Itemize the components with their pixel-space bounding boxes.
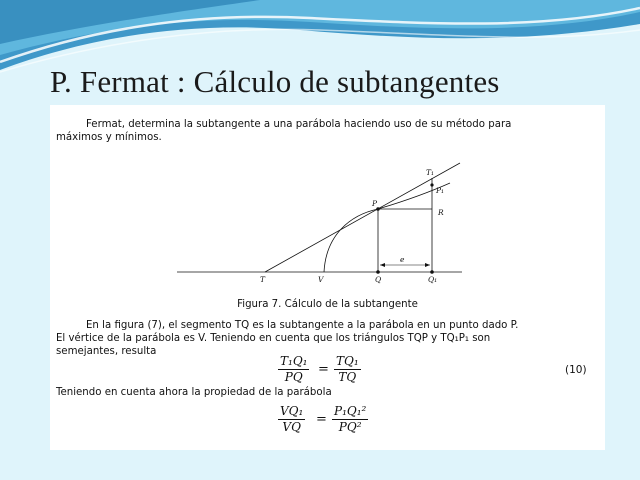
label-q: Q	[375, 275, 382, 284]
eq11-lhs-numerator: VQ₁	[280, 404, 304, 418]
eq11-rhs-numerator: P₁Q₁²	[334, 404, 367, 418]
document-image	[50, 105, 605, 450]
intro-line-2: máximos y mínimos.	[56, 132, 162, 143]
label-t1: T₁	[426, 168, 435, 177]
tangent-line	[265, 163, 460, 272]
slide-title: P. Fermat : Cálculo de subtangentes	[50, 64, 500, 99]
equation-10	[50, 355, 605, 387]
point-p1	[430, 183, 433, 186]
para2-line-3: semejantes, resulta	[56, 346, 157, 357]
paragraph-3	[56, 386, 594, 399]
figure-caption: Figura 7. Cálculo de la subtangente	[237, 299, 418, 310]
eq11-lhs-denominator: VQ	[282, 420, 301, 434]
eq10-rhs-numerator: TQ₁	[336, 354, 359, 368]
eq10-lhs-fraction	[278, 355, 309, 384]
eq10-rhs-fraction	[334, 355, 361, 384]
eq10-lhs-denominator: PQ	[284, 370, 303, 384]
eq11-rhs-denominator: PQ²	[338, 420, 362, 434]
label-v: V	[318, 275, 324, 284]
eq10-rhs-denominator: TQ	[338, 370, 357, 384]
parabola-curve	[324, 183, 450, 272]
e-arrow-right	[425, 263, 430, 267]
eq11-rhs-fraction	[332, 405, 368, 434]
eq10-lhs-numerator: T₁Q₁	[280, 354, 308, 368]
eq10-number: (10)	[565, 364, 587, 376]
point-q1	[430, 270, 434, 274]
label-p: P	[372, 199, 378, 208]
label-q1: Q₁	[428, 275, 438, 284]
label-p1: P₁	[436, 186, 445, 195]
eq11-equals: =	[316, 412, 327, 427]
subtangent-figure	[50, 105, 605, 305]
label-r: R	[438, 208, 444, 217]
para3-line: Teniendo en cuenta ahora la propiedad de la parábola	[56, 387, 332, 398]
label-e: e	[400, 255, 405, 264]
equation-11	[50, 405, 605, 439]
para2-line-1: En la figura (7), el segmento TQ es la subtangente a la parábola en un punto dado P.	[86, 320, 519, 331]
point-q	[376, 270, 380, 274]
eq11-lhs-fraction	[278, 405, 305, 434]
intro-line-1: Fermat, determina la subtangente a una parábola haciendo uso de su método para	[86, 119, 512, 130]
label-t: T	[260, 275, 266, 284]
paragraph-2	[56, 319, 594, 358]
para2-line-2: El vértice de la parábola es V. Teniendo en cuenta que los triángulos TQP y TQ₁P₁ son	[56, 333, 491, 344]
e-arrow-left	[380, 263, 385, 267]
eq10-equals: =	[318, 362, 329, 377]
